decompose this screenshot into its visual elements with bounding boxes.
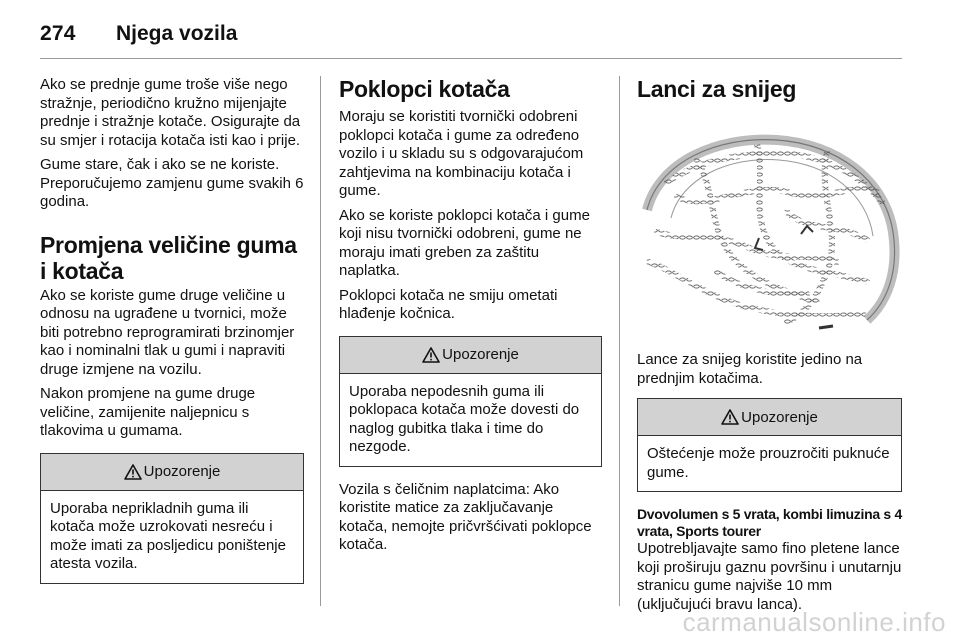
paragraph-approved-covers: Moraju se koristiti tvornički odobreni poklopci kotača i gume za određeno vozilo i u skladu su s odgovarajućom zahtjevima na kombinaciju kotača i gume. xyxy=(339,108,584,199)
column-1 xyxy=(40,76,304,584)
warning-triangle-icon xyxy=(124,464,142,480)
warning-box xyxy=(339,336,602,467)
paragraph-tire-age: Gume stare, čak i ako se ne koriste. Preporučujemo zamjenu gume svakih 6 godina. xyxy=(40,156,304,210)
vehicle-variants-subheading: Dvovolumen s 5 vrata, kombi limuzina s 4 vrata, Sports tourer xyxy=(637,506,902,539)
warning-box xyxy=(637,398,902,492)
warning-title: Upozorenje xyxy=(442,346,519,363)
snow-chain-illustration xyxy=(637,122,901,336)
paragraph-chain-spec: Upotrebljavajte samo fino pletene lance koji proširuju gaznu površinu i unutarnju stranicu gume najviše 10 mm (uključujući bravu lanca). xyxy=(637,540,902,613)
paragraph-size-change: Ako se koriste gume druge veličine u odnosu na ugrađene u tvornici, može biti potrebno reprogramirati brzinomjer kao i nominalni tlak u gumi i napraviti druge izmjene na vozilu. xyxy=(40,286,295,378)
column-divider-2 xyxy=(619,76,620,606)
paragraph-unapproved-covers: Ako se koriste poklopci kotača i gume koji nisu tvornički odobreni, gume ne moraju imati greben za zaštitu naplatka. xyxy=(339,206,590,279)
warning-triangle-icon xyxy=(422,347,440,363)
warning-header xyxy=(41,454,303,491)
section-heading-size-change: Promjena veličine guma i kotača xyxy=(40,231,297,284)
warning-box xyxy=(40,453,304,584)
column-2 xyxy=(339,76,602,561)
paragraph-tire-rotation: Ako se prednje gume troše više nego stražnje, periodično kružno mijenjajte prednje i stražnje kotače. Osigurajte da su smjer i rotacija kotača isti kao i prije. xyxy=(40,76,301,149)
paragraph-front-wheels: Lance za snijeg koristite jedino na prednjim kotačima. xyxy=(637,351,863,387)
paragraph-pressure-label: Nakon promjene na gume druge veličine, zamijenite naljepnicu s tlakovima u gumama. xyxy=(40,385,256,439)
warning-title: Upozorenje xyxy=(143,463,221,480)
warning-text: Oštećenje može prouzročiti puknuće gume. xyxy=(647,445,890,481)
page-header xyxy=(40,14,237,54)
column-3 xyxy=(637,76,902,620)
section-heading-wheel-covers: Poklopci kotača xyxy=(339,76,510,102)
paragraph-steel-rims: Vozila s čeličnim naplatcima: Ako koristite matice za zaključavanje kotača, nemojte pričvršćivati poklopce kotača. xyxy=(339,480,592,553)
warning-text: Uporaba neprikladnih guma ili kotača može uzrokovati nesreću i može imati za posljedicu poništenje atesta vozila. xyxy=(50,499,286,572)
chapter-title: Njega vozila xyxy=(116,22,238,45)
warning-triangle-icon xyxy=(721,409,739,425)
warning-header xyxy=(638,399,901,436)
section-heading-snow-chains: Lanci za snijeg xyxy=(637,76,797,102)
paragraph-brake-cooling: Poklopci kotača ne smiju ometati hlađenje kočnica. xyxy=(339,286,558,322)
warning-text: Uporaba nepodesnih guma ili poklopaca kotača može dovesti do naglog gubitka tlaka i time do nezgode. xyxy=(349,382,580,455)
page-number: 274 xyxy=(40,22,76,45)
warning-header xyxy=(340,337,601,374)
header-divider xyxy=(40,58,902,59)
warning-title: Upozorenje xyxy=(741,408,818,426)
column-divider-1 xyxy=(320,76,321,606)
watermark: carmanualsonline.info xyxy=(682,607,946,637)
